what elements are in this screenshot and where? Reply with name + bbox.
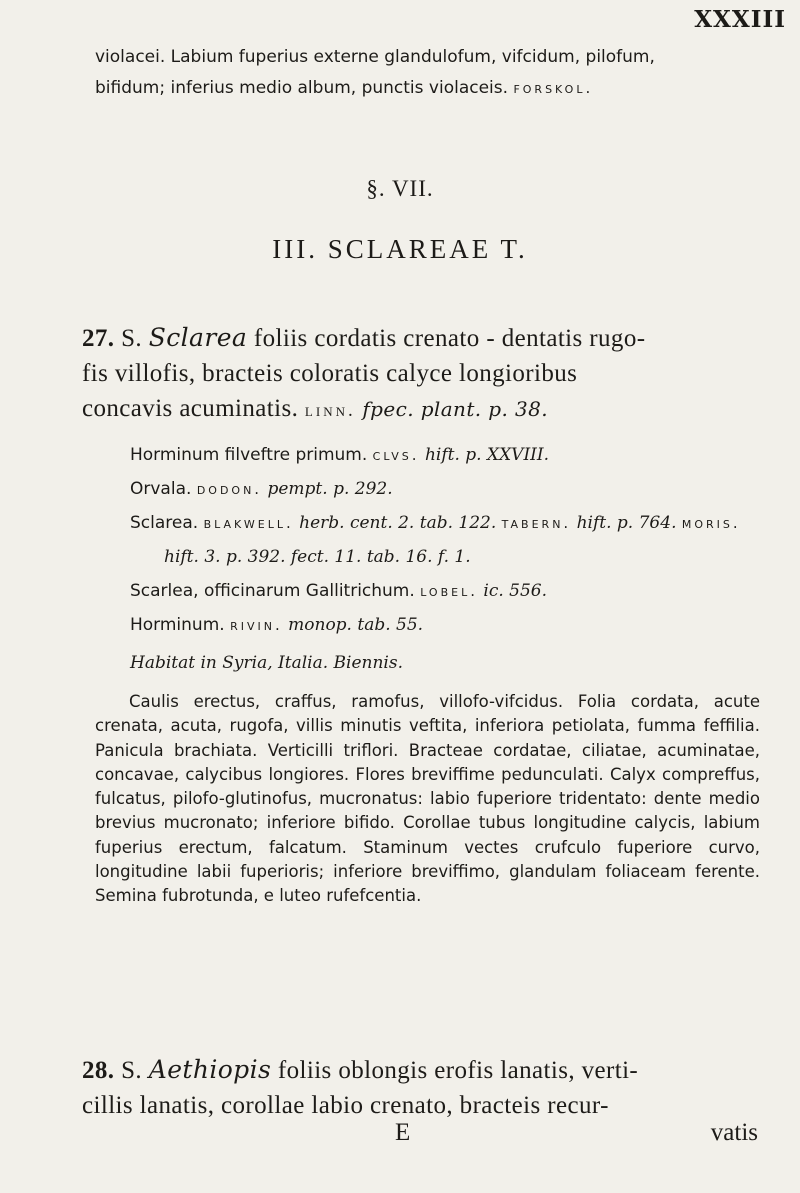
diagnosis-line-3 bbox=[82, 391, 760, 428]
synonym-text: Horminum filveftre primum. bbox=[130, 445, 368, 465]
synonym-author: blakwell. bbox=[203, 514, 294, 532]
synonym-ref: herb. cent. 2. tab. 122. bbox=[299, 513, 497, 533]
signature-mark: E bbox=[395, 1119, 411, 1146]
synonym-3 bbox=[130, 506, 760, 574]
synonym-2 bbox=[130, 472, 760, 506]
synonym-author: lobel. bbox=[420, 582, 478, 600]
species-name: Sclarea bbox=[148, 323, 248, 352]
intro-line-2 bbox=[95, 73, 760, 104]
page-number: XXXIII bbox=[694, 6, 786, 33]
habitat-line: Habitat in Syria, Italia. Biennis. bbox=[130, 653, 403, 673]
species-number: 28. bbox=[82, 1057, 115, 1084]
synonym-5 bbox=[130, 608, 760, 642]
synonym-ref: hift. p. 764. bbox=[576, 513, 677, 533]
intro-line-1: violacei. Labium fuperius externe glandulofum, vifcidum, pilofum, bbox=[95, 47, 655, 67]
synonym-1 bbox=[130, 438, 760, 472]
description-paragraph bbox=[95, 690, 760, 909]
synonym-author: tabern. bbox=[501, 514, 572, 532]
synonym-ref: pempt. p. 292. bbox=[267, 479, 393, 499]
author-forskol: forskol. bbox=[513, 79, 594, 97]
reference-linn: fpec. plant. p. 38. bbox=[362, 397, 549, 421]
synonym-author: rivin. bbox=[230, 616, 283, 634]
section-title: III. SCLAREAE T. bbox=[272, 234, 528, 264]
species-number: 27. bbox=[82, 325, 115, 352]
species-28-diagnosis bbox=[82, 1052, 760, 1123]
synonym-author: clvs. bbox=[372, 446, 420, 464]
genus-abbrev: S. bbox=[121, 1057, 143, 1084]
synonym-ref: ic. 556. bbox=[483, 581, 548, 601]
synonym-author: dodon. bbox=[196, 480, 263, 498]
species-name: Aethiopis bbox=[148, 1055, 272, 1084]
synonym-ref: monop. tab. 55. bbox=[288, 615, 424, 635]
diagnosis-28-line-1 bbox=[82, 1052, 760, 1088]
description-text: Caulis erectus, craffus, ramofus, villofo-vifcidus. Folia cordata, acute crenata, acuta, rugofa, villis minutis veftita, inferiora petiolata, fumma feffilia. Panicula brachiata. Verticilli triflori. Bracteae cordatae, ciliatae, acuminatae, concavae, calycibus longiores. Flores breviffime pedunculati. Calyx compreffus, fulcatus, pilofo-glutinofus, mucronatus: labio fuperiore tridentato: dente medio brevius mucronato; inferiore bifido. Corollae tubus longitudine calycis, labium fuperius erectum, falcatum. Staminum vectes crufculo fuperiore curvo, longitudine labii fuperioris; inferiore breviffimo, glandulam foliaceam ferente. Semina fubrotunda, e luteo rufefcentia. bbox=[95, 692, 760, 906]
intro-line-2-text: bifidum; inferius medio album, punctis violaceis. bbox=[95, 78, 509, 98]
diagnosis-text-3: concavis acuminatis. bbox=[82, 395, 299, 422]
diagnosis-28-line-2: cillis lanatis, corollae labio crenato, bracteis recur- bbox=[82, 1092, 609, 1119]
synonym-text: Sclarea. bbox=[130, 513, 199, 533]
synonym-text: Orvala. bbox=[130, 479, 192, 499]
catchword: vatis bbox=[710, 1119, 758, 1146]
diagnosis-line-1 bbox=[82, 320, 760, 356]
species-27-diagnosis bbox=[82, 320, 760, 428]
author-linn: linn. bbox=[304, 400, 356, 421]
synonym-text: Scarlea, officinarum Gallitrichum. bbox=[130, 581, 415, 601]
synonym-ref: hift. p. XXVIII. bbox=[424, 445, 550, 465]
synonym-list bbox=[130, 438, 760, 680]
genus-abbrev: S. bbox=[121, 325, 143, 352]
section-mark: §. VII. bbox=[366, 176, 434, 201]
synonym-ref: hift. 3. p. 392. fect. 11. tab. 16. f. 1. bbox=[164, 547, 471, 567]
diagnosis-line-2: fis villofis, bracteis coloratis calyce longioribus bbox=[82, 360, 578, 387]
synonym-4 bbox=[130, 574, 760, 608]
intro-paragraph bbox=[95, 42, 760, 104]
diagnosis-text-1: foliis cordatis crenato - dentatis rugo- bbox=[253, 325, 646, 352]
synonym-author: moris. bbox=[681, 514, 741, 532]
diagnosis-text-1: foliis oblongis erofis lanatis, verti- bbox=[277, 1057, 639, 1084]
synonym-text: Horminum. bbox=[130, 615, 225, 635]
